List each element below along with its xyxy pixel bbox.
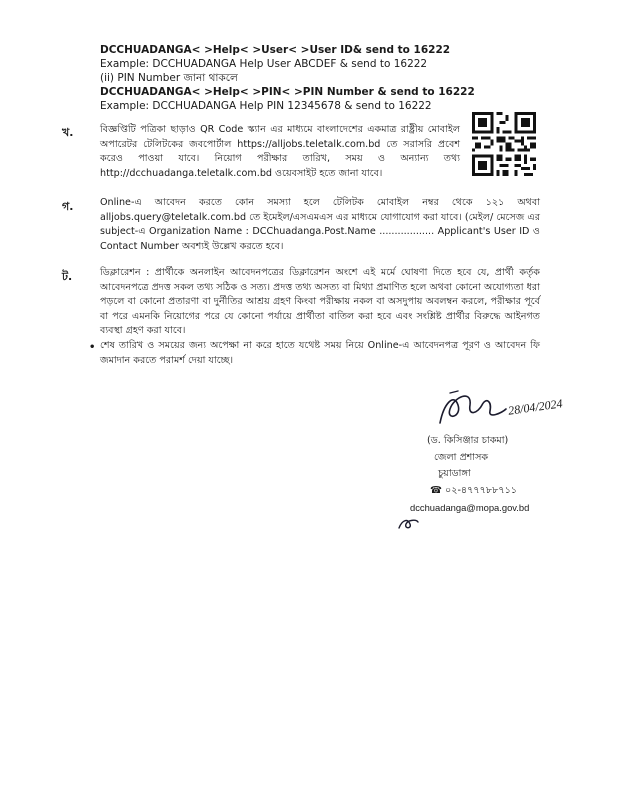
section-ga-text: Online-এ আবেদন করতে কোন সমস্যা হলে টেলিটক মোবাইল নম্বর থেকে ১২১ অথবা alljobs.query@teletalk.com.bd তে ইমেইল/এসএমএস এর মাধ্যমে যোগাযোগ করা যাবে। (মেইল/ মেসেজ এর subject-এ Organization Name : DCChuadanga.Post.Name .................. Applicant's User ID ও Contact Number অবশ্যই উল্লেখ করতে হবে। (100, 197, 540, 252)
sms-example-user-id: Example: DCCHUADANGA Help User ABCDEF & send to 16222 (100, 58, 428, 70)
officer-district: চুয়াডাঙ্গা (438, 468, 471, 479)
initials-mark (396, 516, 422, 532)
officer-designation: জেলা প্রশাসক (434, 452, 489, 463)
qr-code-icon[interactable] (472, 112, 536, 176)
signature-date: 28/04/2024 (507, 396, 564, 418)
note-text: শেষ তারিখ ও সময়ের জন্য অপেক্ষা না করে হাতে যথেষ্ট সময় নিয়ে Online-এ আবেদনপত্র পূরণ ও আবেদন ফি জমাদান করতে পরামর্শ দেয়া যাচ্ছে। (100, 340, 540, 366)
officer-phone: ☎ ০২-৪৭৭৭৮৮৭১১ (430, 485, 518, 496)
sms-format-user-id: DCCHUADANGA< >Help< >User< >User ID& send to 16222 (100, 44, 451, 56)
section-declaration-text: ডিক্লারেশন : প্রার্থীকে অনলাইন আবেদনপত্রের ডিক্লারেশন অংশে এই মর্মে ঘোষণা দিতে হবে যে, প্রার্থী কর্তৃক আবেদনপত্রে প্রদত্ত সকল তথ্য সঠিক ও সত্য। প্রদত্ত তথ্য অসত্য বা মিথ্যা প্রমাণিত হলে অথবা কোনো অযোগ্যতা ধরা পড়লে বা কোনো প্রতারণা বা দুর্নীতির আশ্রয় গ্রহণ কিংবা পরীক্ষায় নকল বা অসদুপায় অবলম্বন করলে, পরীক্ষার পূর্বে বা পরে এমনকি নিয়োগের পরে যে কোনো পর্যায়ে প্রার্থীতা বাতিল করা হবে এবং সংশ্লিষ্ট প্রার্থীর বিরুদ্ধে আইনগত ব্যবস্থা গ্রহণ করা যাবে। (100, 267, 540, 337)
section-declaration-label: ট. (62, 270, 73, 283)
section-kha-label: খ. (62, 126, 74, 139)
section-ga-label: গ. (62, 200, 74, 213)
sms-pin-known-label: (ii) PIN Number জানা থাকলে (100, 72, 238, 84)
sms-example-pin: Example: DCCHUADANGA Help PIN 12345678 & send to 16222 (100, 100, 432, 112)
officer-email[interactable]: dcchuadanga@mopa.gov.bd (410, 502, 530, 513)
sms-format-pin: DCCHUADANGA< >Help< >PIN< >PIN Number & send to 16222 (100, 86, 475, 98)
note-bullet: • (89, 342, 96, 353)
section-kha-text: বিজ্ঞপ্তিটি পত্রিকা ছাড়াও QR Code স্ক্যান এর মাধ্যমে বাংলাদেশের একমাত্র রাষ্ট্রীয় মোবাইল অপারেটর টেলিটকের জবপোর্টাল https://alljobs.teletalk.com.bd তে সরাসরি প্রবেশ করেও পাওয়া যাবে। নিয়োগ পরীক্ষার তারিখ, সময় ও অন্যান্য তথ্য http://dcchuadanga.teletalk.com.bd ওয়েবসাইট হতে জানা যাবে। (100, 124, 460, 179)
officer-name: (ড. কিসিঞ্জার চাকমা) (427, 435, 509, 446)
